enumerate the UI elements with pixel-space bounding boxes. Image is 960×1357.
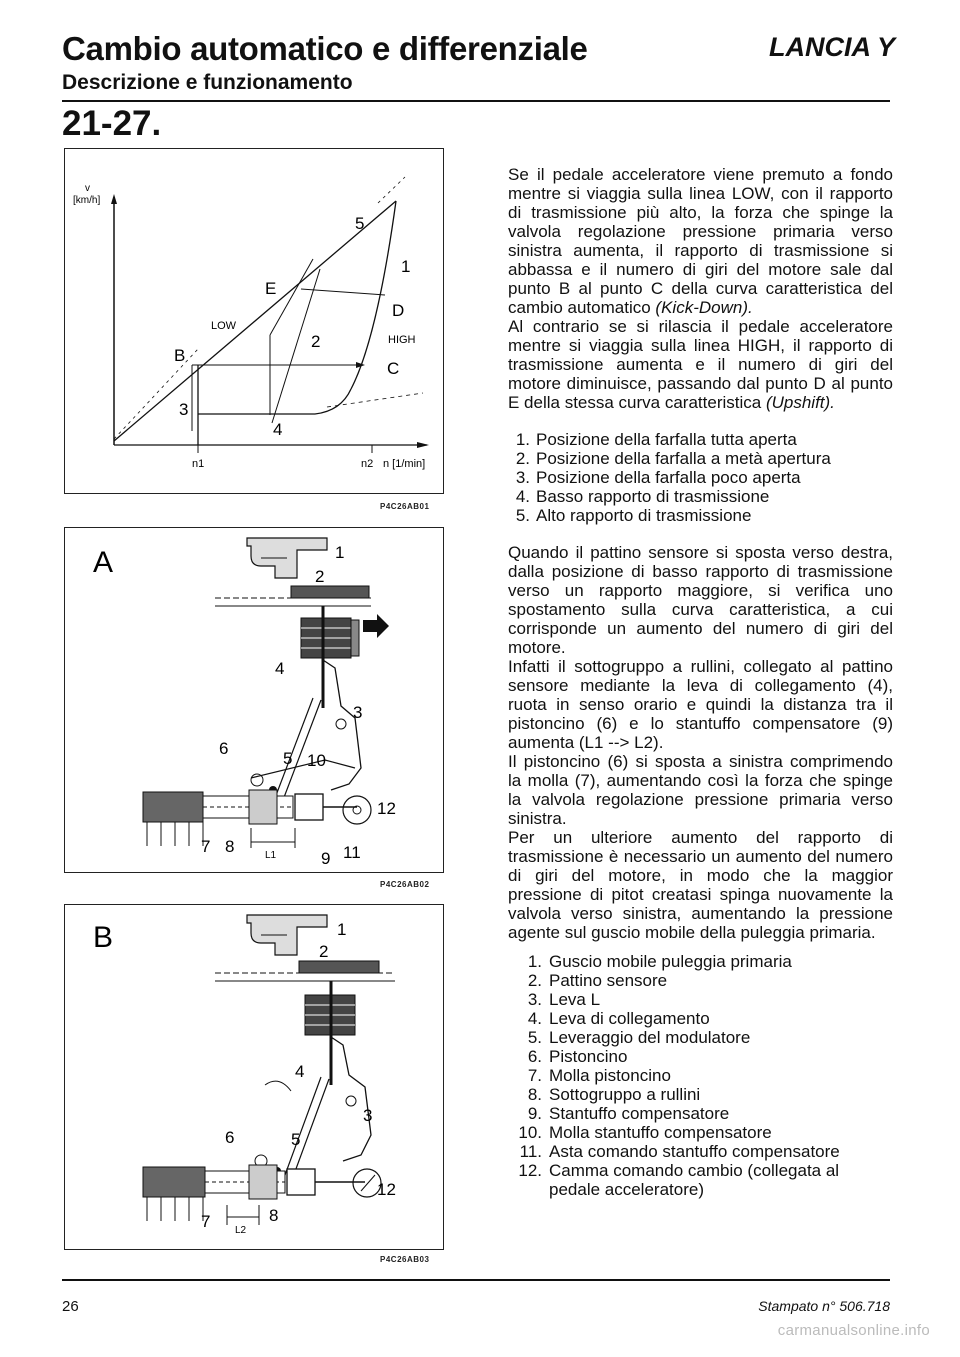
mech-b-label-8: 8: [269, 1206, 279, 1225]
footer-rule: [62, 1279, 890, 1281]
list-item-number: 7.: [527, 1066, 542, 1085]
list-item: [508, 1085, 893, 1104]
mech-a-label-3: 3: [353, 703, 363, 722]
list-item-text: Sottogruppo a rullini: [549, 1085, 701, 1104]
paragraph-pitot: Per un ulteriore aumento del rapporto di trasmissione è necessario un aumento del numero di giri del motore, in modo che la maggior pressione di pitot creatasi spinga nuovamente la valvola verso sinistra, aumentando la pressione agente sul guscio mobile della puleggia primaria.: [508, 828, 893, 942]
mech-b-label-6: 6: [225, 1128, 235, 1147]
mech-a-label-6: 6: [219, 739, 229, 758]
list-item: [508, 1047, 893, 1066]
list-item-text: Camma comando cambio (collegata al pedale acceleratore): [549, 1161, 840, 1199]
header-rule: [62, 100, 890, 102]
list-item-number: 2.: [515, 449, 530, 468]
y-axis-label-v: v: [85, 183, 90, 194]
mech-b-label-1: 1: [337, 920, 347, 939]
figure2-code: P4C26AB02: [380, 880, 430, 889]
curve-label-high: HIGH: [388, 334, 416, 346]
list-item-number: 1.: [515, 430, 530, 449]
figure-mechanism-b: [64, 904, 444, 1250]
list-item-number: 8.: [527, 1085, 542, 1104]
list-item-text: Stantuffo compensatore: [549, 1104, 730, 1123]
mechanism-b-letter: B: [93, 921, 114, 954]
paragraph-kickdown-term: (Kick-Down).: [655, 298, 753, 317]
mech-a-label-12: 12: [377, 799, 396, 818]
paragraph-kickdown-text: Se il pedale acceleratore viene premuto a fondo mentre si viaggia sulla linea LOW, con il rapporto di trasmissione più alto, la forza che spinge la valvola regolazione pressione primaria verso sinistra aumenta, il rapporto di trasmissione si abbassa e il numero di giri del motore sale dal punto B al punto C della curva caratteristica del cambio automatico: [508, 165, 893, 317]
page-title: Cambio automatico e differenziale: [62, 30, 588, 67]
mech-a-label-1: 1: [335, 543, 345, 562]
list-item-text: Molla pistoncino: [549, 1066, 671, 1085]
list-item-number: 9.: [527, 1104, 542, 1123]
list-item-text: Pistoncino: [549, 1047, 628, 1066]
list-item-text: Leveraggio del modulatore: [549, 1028, 751, 1047]
paragraph-piston: Il pistoncino (6) si sposta a sinistra comprimendo la molla (7), aumentando così la forza che spinge la valvola regolazione pressione primaria verso sinistra.: [508, 752, 893, 828]
mech-b-label-12: 12: [377, 1180, 396, 1199]
mech-b-label-7: 7: [201, 1212, 211, 1231]
page-subtitle: Descrizione e funzionamento: [62, 71, 353, 94]
list-item-text: Posizione della farfalla poco aperta: [536, 468, 801, 487]
figure-mechanism-a: [64, 527, 444, 873]
curve-label-1: 1: [401, 257, 411, 276]
list-item: [508, 952, 893, 971]
curve-label-3: 3: [179, 400, 189, 419]
mech-a-label-8: 8: [225, 837, 235, 856]
list-item: [508, 1123, 893, 1142]
print-reference: Stampato n° 506.718: [758, 1298, 890, 1314]
list-item: [508, 1009, 893, 1028]
watermark-text: carmanualsonline.info: [777, 1322, 930, 1339]
mech-a-label-11: 11: [343, 843, 361, 862]
list-item: [508, 1104, 893, 1123]
page-number: 26: [62, 1298, 79, 1315]
list-item-number: 5.: [527, 1028, 542, 1047]
curve-legend-list: [508, 430, 893, 525]
mech-a-label-10: 10: [307, 751, 326, 770]
curve-label-b: B: [174, 346, 186, 365]
x-axis-label-n1: n1: [192, 458, 205, 470]
mech-a-label-l1: L1: [265, 850, 277, 861]
paragraph-kickdown: [508, 165, 893, 317]
paragraph-sensor: Quando il pattino sensore si sposta verso destra, dalla posizione di basso rapporto di trasmissione verso un rapporto maggiore, si verifica uno spostamento sulla curva caratteristica, a cui corrisponde un aumento del numero di giri del motore.: [508, 543, 893, 657]
list-item-number: 3.: [527, 990, 542, 1009]
list-item-text: Leva di collegamento: [549, 1009, 710, 1028]
list-item-number: 11.: [519, 1142, 542, 1161]
mechanism-a-diagram: [65, 528, 443, 872]
list-item-text: Leva L: [549, 990, 601, 1009]
mech-a-label-4: 4: [275, 659, 285, 678]
list-item-number: 3.: [515, 468, 530, 487]
curve-label-2: 2: [311, 332, 321, 351]
mech-a-label-5: 5: [283, 749, 293, 768]
list-item: [508, 1161, 893, 1199]
y-axis-label-unit: [km/h]: [73, 195, 101, 206]
x-axis-label-unit: n [1/min]: [383, 458, 426, 470]
mechanism-a-letter: A: [93, 546, 114, 579]
curve-label-low: LOW: [211, 320, 237, 332]
list-item-number: 4.: [515, 487, 530, 506]
mech-b-label-5: 5: [291, 1130, 301, 1149]
list-item-number: 12.: [518, 1161, 542, 1180]
list-item: [508, 990, 893, 1009]
mech-a-label-7: 7: [201, 837, 211, 856]
list-item: [508, 449, 893, 468]
mech-b-label-l2: L2: [235, 1225, 247, 1236]
list-item: [508, 487, 893, 506]
list-item-text: Asta comando stantuffo compensatore: [549, 1142, 840, 1161]
list-item-text: Guscio mobile puleggia primaria: [549, 952, 792, 971]
list-item: [508, 971, 893, 990]
list-item: [508, 468, 893, 487]
paragraph-rollers: Infatti il sottogruppo a rullini, collegato al pattino sensore mediante la leva di collegamento (4), ruota in senso orario e quindi la distanza tra il pistoncino (6) e lo stantuffo compensatore (9) aumenta (L1 --> L2).: [508, 657, 893, 752]
list-item-text: Pattino sensore: [549, 971, 668, 990]
list-item-text: Molla stantuffo compensatore: [549, 1123, 772, 1142]
list-item-number: 1.: [527, 952, 542, 971]
curve-label-d: D: [392, 301, 405, 320]
list-item: [508, 1066, 893, 1085]
mech-a-label-2: 2: [315, 567, 325, 586]
curve-label-4: 4: [273, 420, 283, 439]
x-axis-label-n2: n2: [361, 458, 374, 470]
list-item-text: Alto rapporto di trasmissione: [536, 506, 752, 525]
section-number: 21-27.: [62, 104, 162, 143]
mech-b-label-4: 4: [295, 1062, 305, 1081]
list-item: [508, 506, 893, 525]
list-item: [508, 430, 893, 449]
mech-b-label-2: 2: [319, 942, 329, 961]
brand-logo: LANCIA Y: [768, 32, 895, 62]
curve-label-5: 5: [355, 214, 365, 233]
paragraph-upshift-text: Al contrario se si rilascia il pedale acceleratore mentre si viaggia sulla linea HIGH, il rapporto di trasmissione aumenta e il numero di giri del motore diminuisce, passando dal punto D al punto E della stessa curva caratteristica: [508, 317, 893, 412]
figure-characteristic-curve: [64, 148, 444, 494]
figure3-code: P4C26AB03: [380, 1255, 430, 1264]
mech-b-label-3: 3: [363, 1106, 373, 1125]
list-item: [508, 1028, 893, 1047]
list-item-number: 6.: [527, 1047, 542, 1066]
paragraph-upshift-term: (Upshift).: [765, 393, 835, 412]
list-item-number: 5.: [515, 506, 530, 525]
list-item-text: Posizione della farfalla a metà apertura: [536, 449, 831, 468]
list-item-number: 2.: [527, 971, 542, 990]
figure1-code: P4C26AB01: [380, 502, 430, 511]
list-item: [508, 1142, 893, 1161]
list-item-number: 4.: [527, 1009, 542, 1028]
curve-label-c: C: [387, 359, 400, 378]
curve-label-e: E: [265, 279, 277, 298]
component-legend-list: [508, 952, 893, 1199]
mech-a-label-9: 9: [321, 849, 331, 868]
paragraph-upshift: [508, 317, 893, 412]
body-text-column: [508, 165, 893, 1199]
list-item-text: Basso rapporto di trasmissione: [536, 487, 770, 506]
mechanism-b-diagram: [65, 905, 443, 1249]
list-item-number: 10.: [518, 1123, 542, 1142]
curve-diagram: [65, 149, 443, 493]
list-item-text: Posizione della farfalla tutta aperta: [536, 430, 797, 449]
